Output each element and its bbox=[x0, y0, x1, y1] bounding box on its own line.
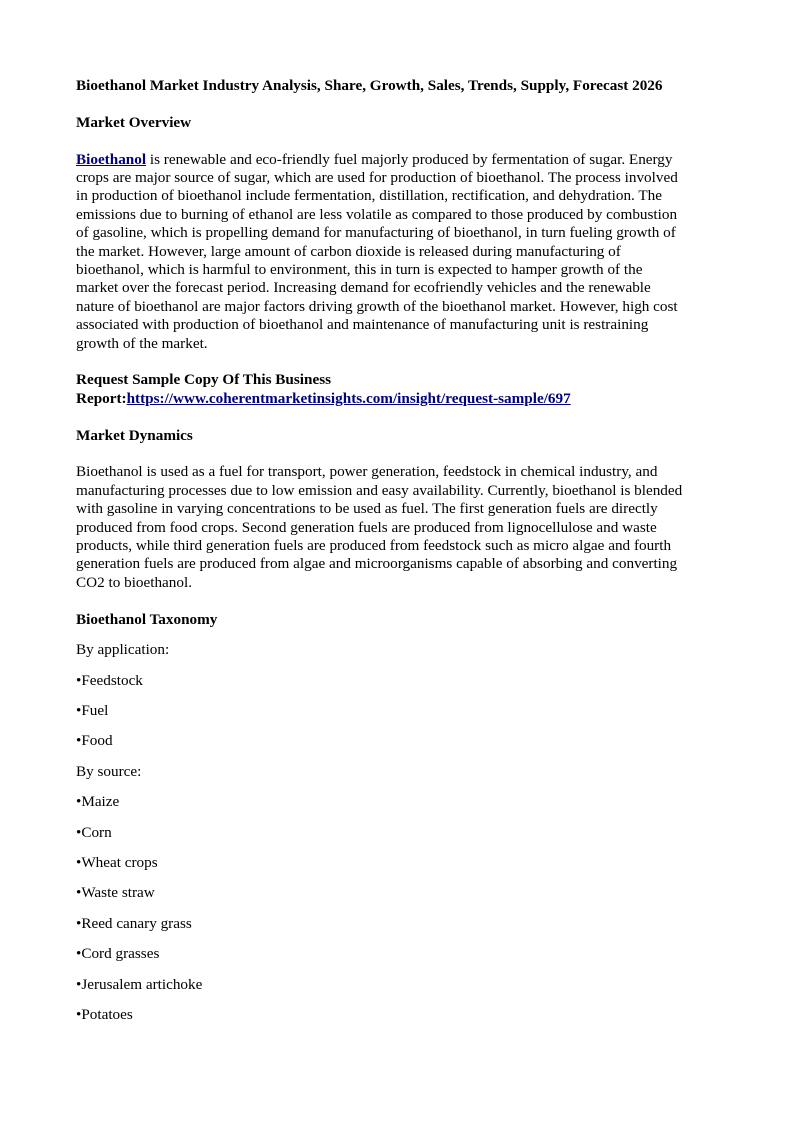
document-title: Bioethanol Market Industry Analysis, Share, Growth, Sales, Trends, Supply, Forecast 2026 bbox=[76, 77, 663, 94]
market-overview-heading: Market Overview bbox=[76, 113, 192, 131]
dynamics-line: produced from food crops. Second generation fuels are produced from lignocellulose and waste bbox=[76, 518, 657, 536]
overview-line: market over the forecast period. Increasing demand for ecofriendly vehicles and the renewable bbox=[76, 279, 651, 297]
source-item: •Reed canary grass bbox=[76, 914, 192, 932]
application-item: •Feedstock bbox=[76, 671, 143, 689]
dynamics-line: with gasoline in varying concentrations to be used as fuel. The first generation fuels are directly bbox=[76, 500, 658, 518]
taxonomy-heading: Bioethanol Taxonomy bbox=[76, 610, 218, 628]
overview-line: the market. However, large amount of carbon dioxide is released during manufacturing of bbox=[76, 242, 621, 260]
overview-line: of gasoline, which is propelling demand for manufacturing of bioethanol, in turn fueling growth of bbox=[76, 224, 676, 242]
source-item: •Maize bbox=[76, 793, 120, 811]
request-sample-block bbox=[76, 371, 721, 408]
request-sample-line-2 bbox=[76, 390, 721, 408]
dynamics-line: manufacturing processes due to low emission and easy availability. Currently, bioethanol is blended bbox=[76, 481, 683, 499]
by-application-label: By application: bbox=[76, 641, 170, 659]
source-item: •Potatoes bbox=[76, 1005, 133, 1023]
bioethanol-link[interactable]: Bioethanol bbox=[76, 150, 147, 168]
overview-line: emissions due to burning of ethanol are less volatile as compared to those produced by combustion bbox=[76, 205, 678, 223]
market-dynamics-heading: Market Dynamics bbox=[76, 426, 193, 444]
document-page bbox=[76, 77, 721, 1024]
overview-line: growth of the market. bbox=[76, 334, 208, 352]
market-dynamics-paragraph bbox=[76, 463, 721, 592]
source-item: •Cord grasses bbox=[76, 945, 160, 963]
overview-line: crops are major source of sugar, which are used for production of bioethanol. The process involved bbox=[76, 169, 678, 186]
dynamics-line: generation fuels are produced from algae and microorganisms capable of absorbing and converting bbox=[76, 555, 678, 573]
overview-line: in production of bioethanol include fermentation, distillation, rectification, and dehydration. The bbox=[76, 187, 662, 205]
dynamics-line: Bioethanol is used as a fuel for transport, power generation, feedstock in chemical industry, and bbox=[76, 463, 658, 481]
overview-line: associated with production of bioethanol and maintenance of manufacturing unit is restraining bbox=[76, 316, 649, 334]
dynamics-line: products, while third generation fuels are produced from feedstock such as micro algae and fourth bbox=[76, 537, 672, 555]
application-item: •Food bbox=[76, 732, 113, 750]
by-source-label: By source: bbox=[76, 762, 142, 780]
overview-line: nature of bioethanol are major factors driving growth of the bioethanol market. However, high cost bbox=[76, 297, 678, 315]
source-item: •Waste straw bbox=[76, 884, 155, 902]
dynamics-line: CO2 to bioethanol. bbox=[76, 573, 193, 591]
overview-line-1: Bioethanol is renewable and eco-friendly fuel majorly produced by fermentation of sugar. Energy bbox=[76, 150, 673, 168]
request-sample-link[interactable]: https://www.coherentmarketinsights.com/insight/request-sample/697 bbox=[126, 389, 571, 407]
request-sample-text: Request Sample Copy Of This Business bbox=[76, 371, 332, 389]
source-item: •Corn bbox=[76, 823, 112, 841]
source-item: •Jerusalem artichoke bbox=[76, 975, 203, 993]
application-item: •Fuel bbox=[76, 701, 109, 719]
source-item: •Wheat crops bbox=[76, 853, 158, 871]
market-overview-paragraph bbox=[76, 151, 721, 353]
overview-line: bioethanol, which is harmful to environment, this in turn is expected to hamper growth of the bbox=[76, 261, 643, 279]
report-label: Report: bbox=[76, 389, 127, 407]
